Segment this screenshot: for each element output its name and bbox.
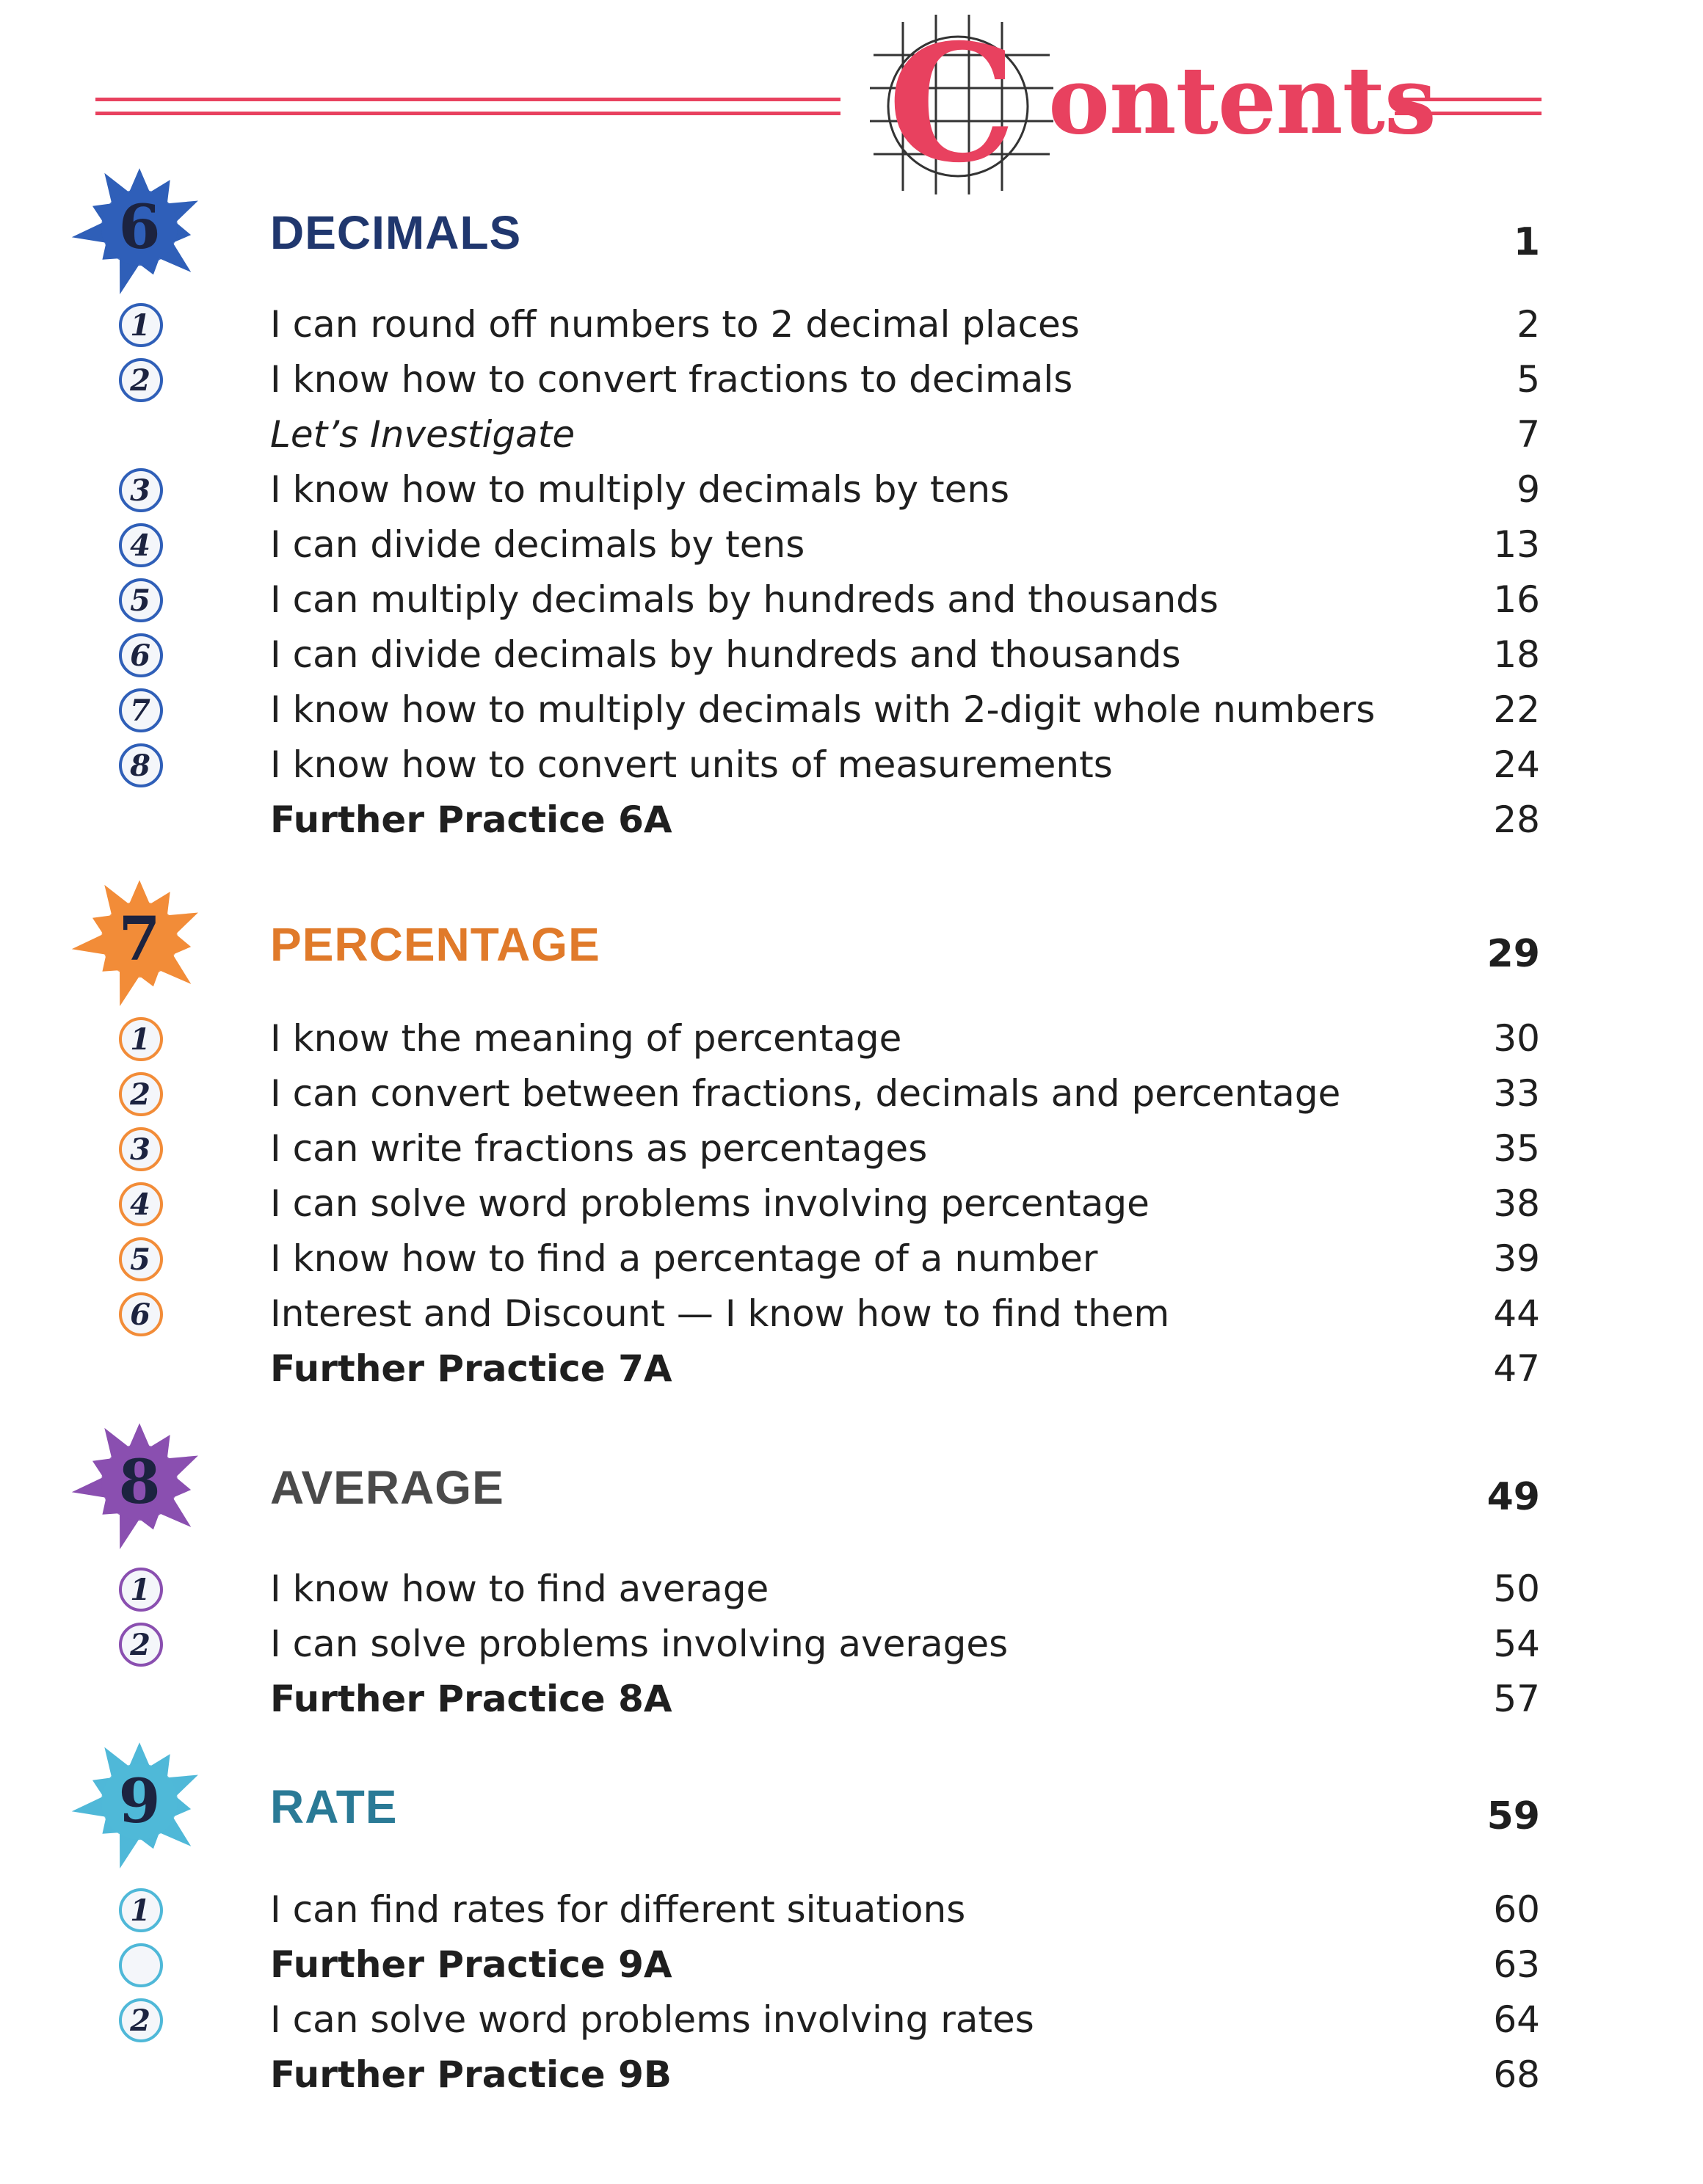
toc-entry[interactable] [0, 1176, 1703, 1231]
page-title: ontents [1048, 46, 1436, 155]
toc-entry-page: 18 [1493, 633, 1540, 676]
toc-entry[interactable] [0, 1231, 1703, 1286]
toc-entry[interactable] [0, 1617, 1703, 1672]
svg-text:2: 2 [130, 1628, 150, 1662]
toc-entry-page: 33 [1493, 1072, 1540, 1115]
toc-entry[interactable] [0, 1121, 1703, 1176]
toc-entry-page: 13 [1493, 523, 1540, 566]
chapter-title: DECIMALS [270, 206, 522, 259]
toc-entry-text: Let’s Investigate [270, 413, 575, 456]
toc-entry-page: 64 [1493, 1998, 1540, 2041]
toc-entry[interactable] [0, 2048, 1703, 2103]
chapter-7-splat-icon [66, 866, 213, 1013]
lesson-number-badge-icon [117, 687, 164, 734]
toc-entry-text: I know how to convert fractions to decimals [270, 358, 1073, 401]
toc-entry-text: I can round off numbers to 2 decimal places [270, 303, 1080, 346]
lesson-number-badge-icon [117, 302, 164, 349]
svg-text:2: 2 [130, 1077, 150, 1112]
toc-entry[interactable] [0, 407, 1703, 462]
toc-entry-text: Further Practice 9B [270, 2053, 672, 2096]
lesson-number-badge-icon [117, 1181, 164, 1228]
svg-text:5: 5 [130, 1242, 150, 1277]
chapter-number: 6 [118, 192, 161, 263]
chapter-number: 7 [118, 904, 161, 975]
toc-entry[interactable] [0, 462, 1703, 517]
chapter-number: 9 [118, 1766, 161, 1837]
toc-entry-text: Further Practice 9A [270, 1943, 672, 1986]
toc-entry-text: Further Practice 6A [270, 798, 672, 841]
toc-entry-page: 47 [1493, 1347, 1540, 1390]
svg-text:1: 1 [130, 1022, 150, 1057]
toc-entry-page: 5 [1517, 358, 1540, 401]
lesson-number-badge-icon [117, 1236, 164, 1283]
svg-text:3: 3 [130, 473, 150, 508]
toc-entry-text: I can divide decimals by hundreds and thousands [270, 633, 1181, 676]
chapter-page-number: 29 [1486, 932, 1540, 976]
toc-entry-page: 16 [1493, 578, 1540, 621]
contents-logo [870, 15, 1053, 198]
chapter-6-splat-icon [66, 154, 213, 301]
lesson-number-badge-icon [117, 522, 164, 569]
toc-entry-page: 7 [1517, 413, 1540, 456]
toc-entry-page: 68 [1493, 2053, 1540, 2096]
toc-entry-page: 39 [1493, 1237, 1540, 1280]
toc-entry[interactable] [0, 1882, 1703, 1937]
toc-entry-text: I can multiply decimals by hundreds and thousands [270, 578, 1219, 621]
toc-entry-page: 54 [1493, 1623, 1540, 1665]
toc-entry[interactable] [0, 682, 1703, 738]
toc-entry-text: I can solve word problems involving percentage [270, 1182, 1150, 1225]
toc-entry[interactable] [0, 517, 1703, 572]
chapter-number: 8 [118, 1447, 161, 1518]
svg-text:4: 4 [130, 1187, 150, 1222]
toc-entry-page: 22 [1493, 688, 1540, 731]
svg-text:6: 6 [130, 1297, 150, 1332]
toc-entry[interactable] [0, 1672, 1703, 1727]
chapter-title: AVERAGE [270, 1461, 504, 1514]
toc-entry[interactable] [0, 352, 1703, 407]
toc-entry-text: I can write fractions as percentages [270, 1127, 928, 1170]
toc-entry-page: 60 [1493, 1888, 1540, 1931]
toc-entry-page: 24 [1493, 743, 1540, 786]
toc-entry[interactable] [0, 1342, 1703, 1397]
svg-text:1: 1 [130, 308, 150, 343]
lesson-number-badge-icon [117, 1942, 164, 1989]
toc-entry-text: I know how to find a percentage of a number [270, 1237, 1098, 1280]
svg-text:3: 3 [130, 1132, 150, 1167]
toc-entry-text: I know how to find average [270, 1568, 769, 1610]
toc-entry-page: 28 [1493, 798, 1540, 841]
chapter-title: RATE [270, 1780, 398, 1833]
svg-text:6: 6 [130, 638, 150, 673]
toc-entry-page: 50 [1493, 1568, 1540, 1610]
toc-entry-text: Further Practice 7A [270, 1347, 672, 1390]
toc-entry-text: I can find rates for different situations [270, 1888, 966, 1931]
lesson-number-badge-icon [117, 1291, 164, 1338]
toc-entry-text: I can solve problems involving averages [270, 1623, 1009, 1665]
toc-entry[interactable] [0, 738, 1703, 793]
toc-entry-page: 30 [1493, 1017, 1540, 1060]
chapter-page-number: 1 [1513, 220, 1540, 264]
toc-entry[interactable] [0, 1937, 1703, 1992]
chapter-page-number: 49 [1486, 1475, 1540, 1519]
toc-entry[interactable] [0, 1011, 1703, 1066]
toc-entry-page: 2 [1517, 303, 1540, 346]
toc-entry-text: I can solve word problems involving rates [270, 1998, 1034, 2041]
toc-entry[interactable] [0, 1562, 1703, 1617]
lesson-number-badge-icon [117, 467, 164, 514]
svg-text:2: 2 [130, 2003, 150, 2038]
lesson-number-badge-icon [117, 1997, 164, 2044]
lesson-number-badge-icon [117, 632, 164, 679]
toc-entry[interactable] [0, 297, 1703, 352]
header-rule-right [1395, 98, 1542, 115]
chapter-title: PERCENTAGE [270, 918, 600, 971]
toc-entry-text: I know the meaning of percentage [270, 1017, 902, 1060]
toc-entry[interactable] [0, 793, 1703, 848]
toc-entry-text: I can convert between fractions, decimals and percentage [270, 1072, 1341, 1115]
toc-entry-text: I can divide decimals by tens [270, 523, 805, 566]
toc-entry-text: I know how to convert units of measurements [270, 743, 1113, 786]
toc-entry-page: 38 [1493, 1182, 1540, 1225]
svg-text:2: 2 [130, 363, 150, 398]
svg-text:8: 8 [130, 749, 150, 783]
title-initial-letter: C [887, 15, 1017, 198]
toc-entry[interactable] [0, 627, 1703, 682]
svg-text:5: 5 [130, 583, 150, 618]
toc-entry-page: 9 [1517, 468, 1540, 511]
toc-entry[interactable] [0, 1286, 1703, 1342]
chapter-9-splat-icon [66, 1728, 213, 1875]
toc-entry-text: I know how to multiply decimals by tens [270, 468, 1010, 511]
lesson-number-badge-icon [117, 577, 164, 624]
toc-entry-text: I know how to multiply decimals with 2-digit whole numbers [270, 688, 1376, 731]
lesson-number-badge-icon [117, 1071, 164, 1118]
svg-text:1: 1 [130, 1893, 150, 1928]
header-rule-left [95, 98, 840, 115]
svg-text:1: 1 [130, 1573, 150, 1607]
lesson-number-badge-icon [117, 742, 164, 789]
toc-entry[interactable] [0, 1992, 1703, 2048]
lesson-number-badge-icon [117, 1621, 164, 1668]
lesson-number-badge-icon [117, 1566, 164, 1613]
chapter-page-number: 59 [1486, 1794, 1540, 1838]
lesson-number-badge-icon [117, 1887, 164, 1934]
lesson-number-badge-icon [117, 357, 164, 404]
toc-entry[interactable] [0, 572, 1703, 627]
toc-entry-text: Further Practice 8A [270, 1678, 672, 1720]
lesson-number-badge-icon [117, 1016, 164, 1063]
toc-entry-page: 44 [1493, 1292, 1540, 1335]
chapter-8-splat-icon [66, 1409, 213, 1556]
toc-entry[interactable] [0, 1066, 1703, 1121]
svg-text:4: 4 [130, 528, 150, 563]
toc-entry-page: 35 [1493, 1127, 1540, 1170]
toc-entry-text: Interest and Discount — I know how to find them [270, 1292, 1170, 1335]
toc-entry-page: 63 [1493, 1943, 1540, 1986]
svg-text:7: 7 [130, 694, 150, 728]
toc-entry-page: 57 [1493, 1678, 1540, 1720]
lesson-number-badge-icon [117, 1126, 164, 1173]
